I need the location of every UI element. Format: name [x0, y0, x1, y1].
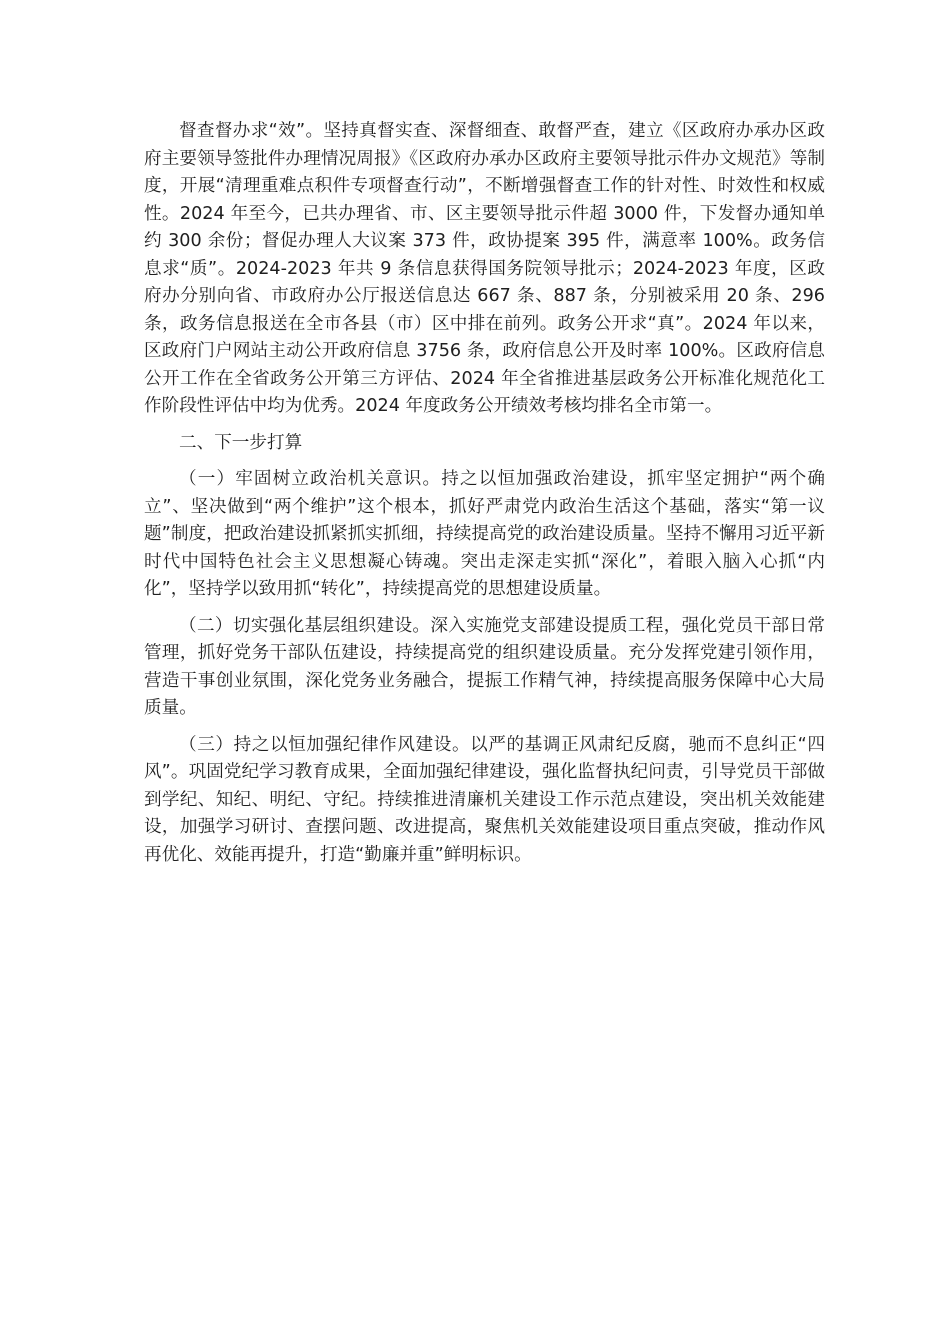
section-heading: 二、下一步打算 [179, 432, 303, 453]
supervision-paragraph: 督查督办求“效”。坚持真督实查、深督细查、敢督严查，建立《区政府办承办区政府主要领导签批件办理情况周报》《区政府办承办区政府主要领导批示件办文规范》等制度，开展“清理重难点积件专项督查行动”，不断增强督查工作的针对性、时效性和权威性。2024 年至今，已共办理省、市、区主要领导批示件超 3000 件，下发督办通知单约 300 余份；督促办理人大议案 373 件，政协提案 395 件，满意率 100%。政务信息求“质”。2024-2023 年共 9 条信息获得国务院领导批示；2024-2023 年度，区政府办分别向省、市政府办公厅报送信息达 667 条、887 条，分别被采用 20 条、296 条，政务信息报送在全市各县（市）区中排在前列。政务公开求“真”。2024 年以来，区政府门户网站主动公开政府信息 3756 条，政府信息公开及时率 100%。区政府信息公开工作在全省政务公开第三方评估、2024 年全省推进基层政务公开标准化规范化工作阶段性评估中均为优秀。2024 年度政务公开绩效考核均排名全市第一。 [144, 121, 825, 416]
document-page [144, 118, 825, 878]
plan-item-1: （一）牢固树立政治机关意识。持之以恒加强政治建设，抓牢坚定拥护“两个确立”、坚决做到“两个维护”这个根本，抓好严肃党内政治生活这个基础，落实“第一议题”制度，把政治建设抓紧抓实抓细，持续提高党的政治建设质量。坚持不懈用习近平新时代中国特色社会主义思想凝心铸魂。突出走深走实抓“深化”，着眼入脑入心抓“内化”，坚持学以致用抓“转化”，持续提高党的思想建设质量。 [144, 469, 825, 599]
plan-item-3: （三）持之以恒加强纪律作风建设。以严的基调正风肃纪反腐，驰而不息纠正“四风”。巩固党纪学习教育成果，全面加强纪律建设，强化监督执纪问责，引导党员干部做到学纪、知纪、明纪、守纪。持续推进清廉机关建设工作示范点建设，突出机关效能建设，加强学习研讨、查摆问题、改进提高，聚焦机关效能建设项目重点突破，推动作风再优化、效能再提升，打造“勤廉并重”鲜明标识。 [144, 734, 825, 865]
plan-item-2: （二）切实强化基层组织建设。深入实施党支部建设提质工程，强化党员干部日常管理，抓好党务干部队伍建设，持续提高党的组织建设质量。充分发挥党建引领作用，营造干事创业氛围，深化党务业务融合，提振工作精气神，持续提高服务保障中心大局质量。 [144, 615, 825, 718]
